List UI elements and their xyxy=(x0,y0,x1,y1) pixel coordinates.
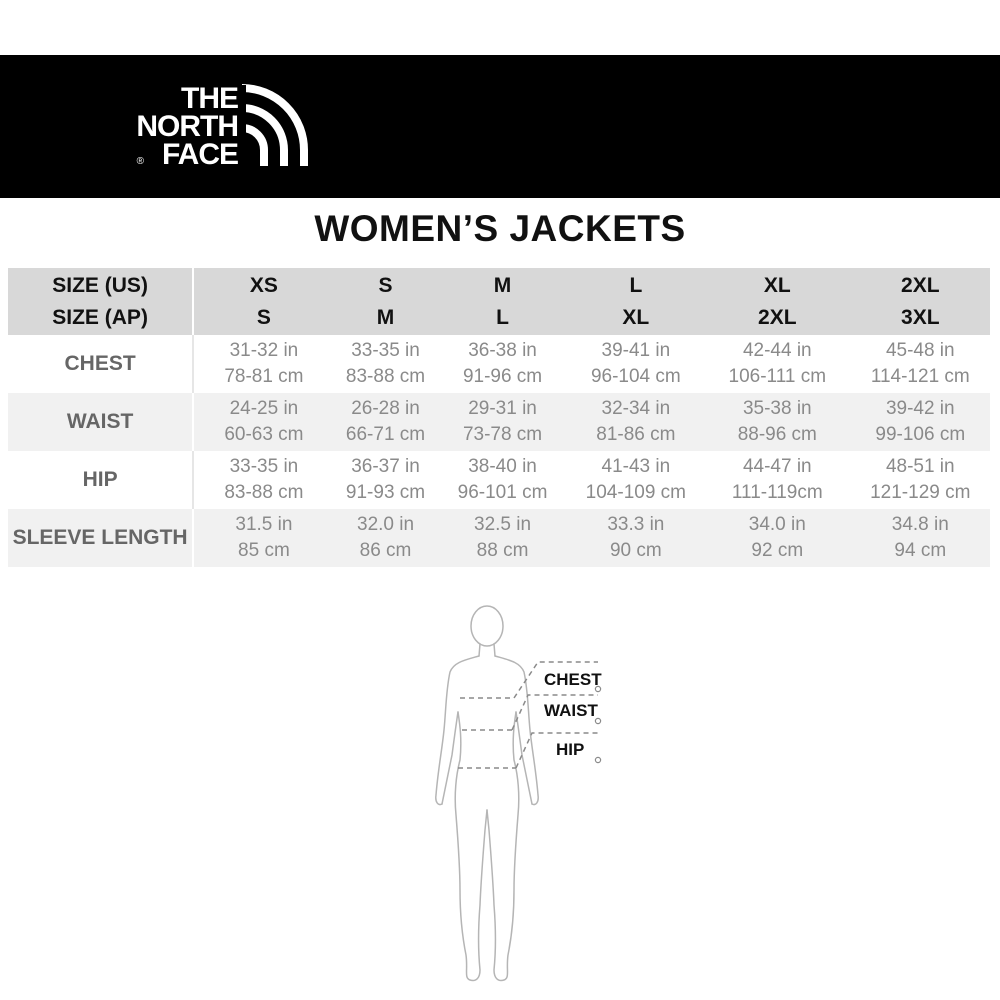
measurement-cell xyxy=(851,335,990,393)
value-cm: 78-81 cm xyxy=(224,366,304,387)
logo-text-north: NORTH xyxy=(136,110,238,143)
value-cm: 96-101 cm xyxy=(457,482,548,503)
size-us-value: S xyxy=(378,273,393,297)
half-dome-icon xyxy=(242,88,304,166)
value-cm: 86 cm xyxy=(359,540,412,561)
logo-text-face: FACE xyxy=(161,138,238,171)
value-in: 32.0 in xyxy=(357,514,415,535)
value-cm: 88-96 cm xyxy=(737,424,817,445)
hip-label: HIP xyxy=(556,740,585,759)
value-in: 34.8 in xyxy=(891,514,949,535)
page-title: WOMEN’S JACKETS xyxy=(314,208,686,249)
size-header-row xyxy=(8,268,990,335)
measurement-cell xyxy=(193,451,333,509)
size-us-value: L xyxy=(629,273,643,297)
size-us-value: XS xyxy=(249,273,278,297)
size-us-value: M xyxy=(493,273,512,297)
value-cm: 88 cm xyxy=(476,540,529,561)
value-in: 35-38 in xyxy=(742,398,812,419)
value-cm: 85 cm xyxy=(238,540,290,561)
size-ap-value: S xyxy=(256,305,271,329)
measurement-diagram xyxy=(420,600,620,990)
measurement-cell xyxy=(568,335,704,393)
value-in: 36-37 in xyxy=(351,456,420,477)
row-label: WAIST xyxy=(8,393,193,451)
value-in: 41-43 in xyxy=(601,456,671,477)
value-in: 36-38 in xyxy=(468,340,537,361)
measurement-cell xyxy=(568,393,704,451)
value-cm: 91-93 cm xyxy=(345,482,426,503)
size-ap-value: 2XL xyxy=(758,305,797,329)
logo-text-the: THE xyxy=(181,82,238,115)
value-cm: 81-86 cm xyxy=(596,424,676,445)
measurement-cell xyxy=(437,509,567,567)
measurement-cell xyxy=(568,509,704,567)
size-us-value: 2XL xyxy=(901,273,940,297)
table-row-chest xyxy=(8,335,990,393)
value-in: 38-40 in xyxy=(468,456,537,477)
value-in: 34.0 in xyxy=(748,514,806,535)
value-cm: 91-96 cm xyxy=(462,366,543,387)
value-cm: 60-63 cm xyxy=(224,424,304,445)
measurement-cell xyxy=(334,509,438,567)
value-cm: 96-104 cm xyxy=(590,366,681,387)
value-in: 31.5 in xyxy=(235,514,293,535)
value-cm: 114-121 cm xyxy=(870,366,970,387)
value-in: 29-31 in xyxy=(468,398,537,419)
value-cm: 111-119cm xyxy=(731,482,823,503)
chest-label: CHEST xyxy=(544,670,602,689)
size-ap-value: 3XL xyxy=(901,305,940,329)
measurement-cell xyxy=(704,509,851,567)
value-in: 48-51 in xyxy=(885,456,955,477)
the-north-face-logo xyxy=(118,82,313,172)
measurement-cell xyxy=(568,451,704,509)
size-header-cell xyxy=(851,268,990,335)
size-header-cell xyxy=(704,268,851,335)
value-in: 33-35 in xyxy=(351,340,420,361)
size-ap-label: SIZE (AP) xyxy=(52,305,148,329)
value-cm: 106-111 cm xyxy=(728,366,827,387)
measurement-cell xyxy=(851,451,990,509)
measurement-cell xyxy=(193,509,333,567)
table-row-waist xyxy=(8,393,990,451)
size-ap-value: M xyxy=(376,305,395,329)
size-ap-value: L xyxy=(496,305,509,329)
size-header-cell xyxy=(193,268,333,335)
value-cm: 121-129 cm xyxy=(870,482,971,503)
size-table xyxy=(8,268,991,567)
value-in: 45-48 in xyxy=(885,340,955,361)
value-in: 32.5 in xyxy=(474,514,532,535)
measurement-cell xyxy=(704,451,851,509)
measurement-cell xyxy=(437,451,567,509)
measurement-cell xyxy=(704,393,851,451)
size-ap-value: XL xyxy=(622,305,650,329)
measurement-cell xyxy=(193,393,333,451)
value-cm: 94 cm xyxy=(894,540,947,561)
measurement-cell xyxy=(334,335,438,393)
value-in: 31-32 in xyxy=(229,340,299,361)
measurement-cell xyxy=(851,509,990,567)
measurement-cell xyxy=(193,335,333,393)
measurement-cell xyxy=(851,393,990,451)
value-in: 39-41 in xyxy=(601,340,671,361)
measurement-cell xyxy=(704,335,851,393)
value-cm: 90 cm xyxy=(609,540,662,561)
size-header-cell xyxy=(437,268,567,335)
woman-silhouette-icon xyxy=(420,600,620,990)
row-label: HIP xyxy=(8,451,193,509)
logo-registered-mark: ® xyxy=(136,156,144,167)
value-in: 42-44 in xyxy=(742,340,812,361)
row-label: CHEST xyxy=(8,335,193,393)
value-in: 39-42 in xyxy=(885,398,955,419)
value-cm: 66-71 cm xyxy=(345,424,426,445)
value-cm: 83-88 cm xyxy=(345,366,426,387)
value-in: 26-28 in xyxy=(351,398,420,419)
measurement-cell xyxy=(437,393,567,451)
value-cm: 104-109 cm xyxy=(585,482,687,503)
table-row-sleeve-length xyxy=(8,509,990,567)
size-header-label xyxy=(8,268,193,335)
measurement-cell xyxy=(334,393,438,451)
size-header-cell xyxy=(334,268,438,335)
waist-label: WAIST xyxy=(544,701,598,720)
row-label: SLEEVE LENGTH xyxy=(8,509,193,567)
measurement-cell xyxy=(334,451,438,509)
value-in: 33.3 in xyxy=(607,514,665,535)
value-in: 33-35 in xyxy=(229,456,299,477)
value-cm: 73-78 cm xyxy=(462,424,543,445)
size-header-cell xyxy=(568,268,704,335)
value-cm: 83-88 cm xyxy=(224,482,304,503)
value-in: 32-34 in xyxy=(601,398,671,419)
value-cm: 92 cm xyxy=(751,540,804,561)
value-in: 24-25 in xyxy=(229,398,299,419)
value-in: 44-47 in xyxy=(742,456,812,477)
table-row-hip xyxy=(8,451,990,509)
value-cm: 99-106 cm xyxy=(875,424,966,445)
size-us-value: XL xyxy=(763,273,791,297)
size-us-label: SIZE (US) xyxy=(52,273,148,297)
measurement-cell xyxy=(437,335,567,393)
